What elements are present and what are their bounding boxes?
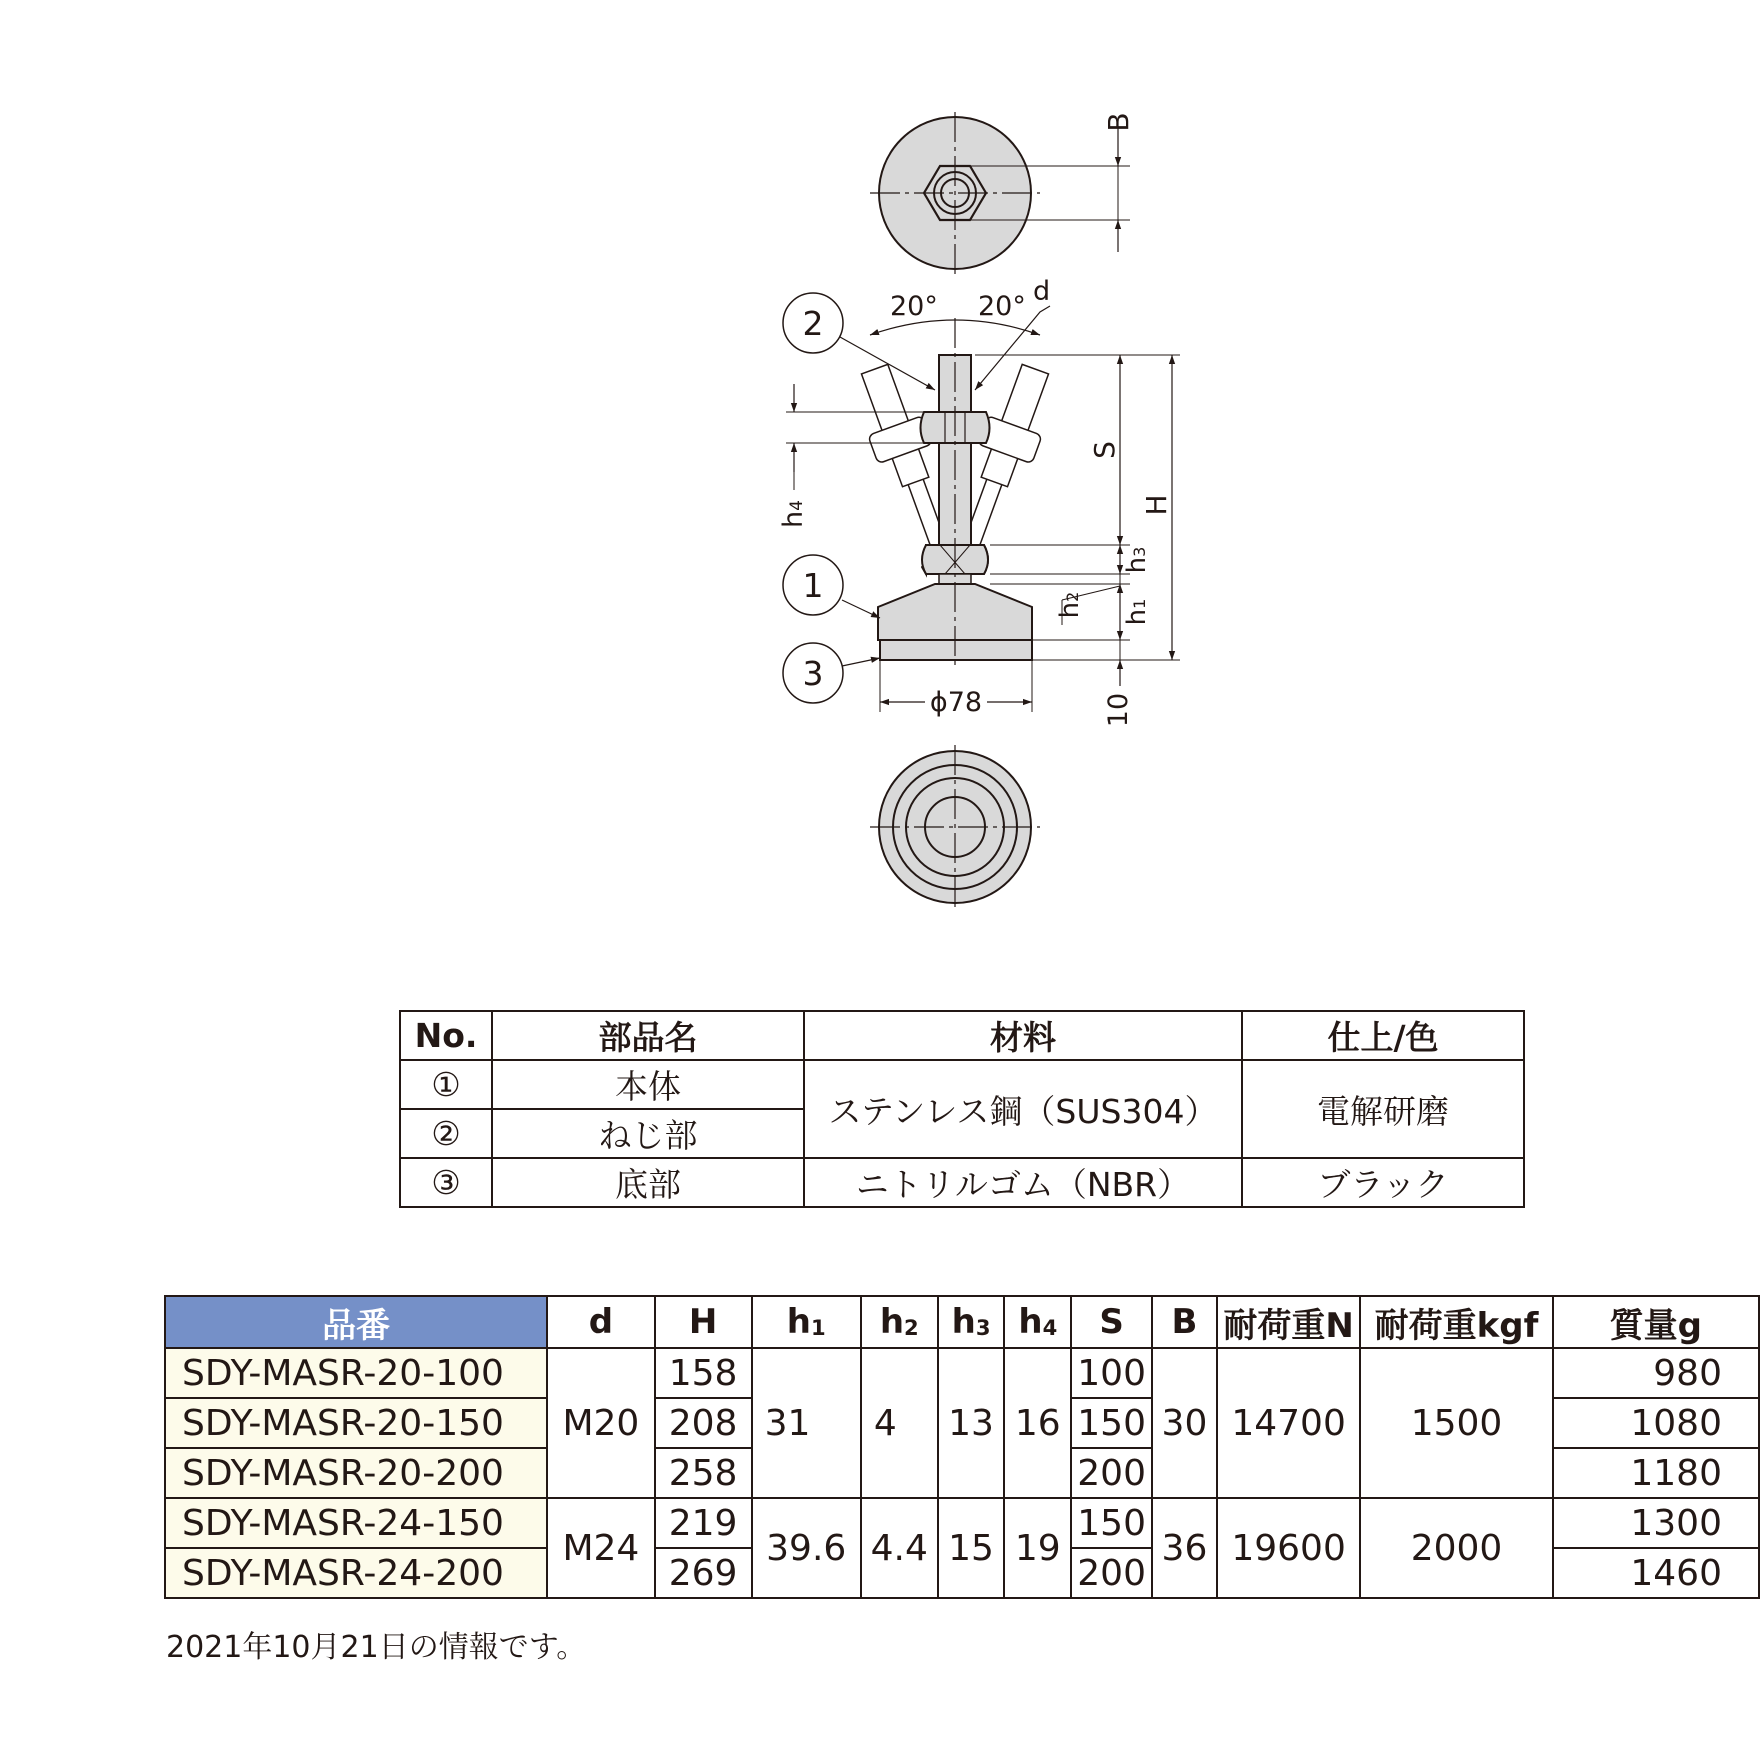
parts-table bbox=[399, 1010, 1525, 1208]
part-material: ステンレス鋼（SUS304） bbox=[804, 1060, 1242, 1158]
spec-table-header bbox=[165, 1296, 1759, 1348]
dim-H-label: H bbox=[1140, 494, 1173, 516]
height-H: 208 bbox=[655, 1398, 752, 1448]
spec-table bbox=[164, 1295, 1760, 1599]
stroke-S: 100 bbox=[1071, 1348, 1152, 1398]
dim-h1-label: h1 bbox=[1122, 598, 1152, 626]
dim-h2-label: h2 bbox=[1055, 591, 1085, 619]
spec-header-S: S bbox=[1071, 1296, 1152, 1348]
spec-header-H: H bbox=[655, 1296, 752, 1348]
dim-h4-label: h4 bbox=[778, 500, 809, 528]
spec-header-B: B bbox=[1152, 1296, 1217, 1348]
table-row bbox=[400, 1060, 1524, 1109]
dim-d-label: d bbox=[1033, 276, 1051, 307]
h4-value: 16 bbox=[1004, 1348, 1071, 1498]
spec-header-load-kgf: 耐荷重kgf bbox=[1360, 1296, 1552, 1348]
callout-2: 2 bbox=[802, 304, 824, 343]
dim-10-label: 10 bbox=[1103, 692, 1134, 728]
spec-header-d: d bbox=[547, 1296, 654, 1348]
side-view bbox=[778, 276, 1180, 727]
spec-header-h4: $h_4$ bbox=[1004, 1296, 1071, 1348]
B-value: 36 bbox=[1152, 1498, 1217, 1598]
h1-value: 39.6 bbox=[752, 1498, 861, 1598]
spec-header-h2: $h_2$ bbox=[861, 1296, 938, 1348]
part-name: 底部 bbox=[492, 1158, 804, 1207]
spec-header-part-no: 品番 bbox=[165, 1296, 547, 1348]
part-no: ③ bbox=[400, 1158, 492, 1207]
dim-phi78-label: ϕ78 bbox=[929, 687, 983, 718]
spec-header-mass: 質量g bbox=[1553, 1296, 1759, 1348]
table-row bbox=[400, 1158, 1524, 1207]
parts-header-material: 材料 bbox=[804, 1011, 1242, 1060]
thread-d: M20 bbox=[547, 1348, 654, 1498]
stroke-S: 150 bbox=[1071, 1398, 1152, 1448]
part-no: ② bbox=[400, 1109, 492, 1158]
callout-1: 1 bbox=[802, 566, 824, 605]
part-no: ① bbox=[400, 1060, 492, 1109]
part-material: ニトリルゴム（NBR） bbox=[804, 1158, 1242, 1207]
dim-h3-label: h3 bbox=[1122, 546, 1152, 574]
thread-d: M24 bbox=[547, 1498, 654, 1598]
mass-g: 980 bbox=[1553, 1348, 1759, 1398]
h1-value: 31 bbox=[752, 1348, 861, 1498]
load-kgf: 2000 bbox=[1360, 1498, 1552, 1598]
info-date-note: 2021年10月21日の情報です。 bbox=[166, 1630, 587, 1665]
spec-header-load-n: 耐荷重N bbox=[1217, 1296, 1361, 1348]
table-row bbox=[165, 1498, 1759, 1548]
mass-g: 1300 bbox=[1553, 1498, 1759, 1548]
h2-value: 4.4 bbox=[861, 1498, 938, 1598]
mass-g: 1180 bbox=[1553, 1448, 1759, 1498]
spec-header-h3: $h_3$ bbox=[938, 1296, 1005, 1348]
parts-header-finish: 仕上/色 bbox=[1242, 1011, 1524, 1060]
part-number: SDY-MASR-20-200 bbox=[165, 1448, 547, 1498]
stroke-S: 150 bbox=[1071, 1498, 1152, 1548]
part-number: SDY-MASR-24-200 bbox=[165, 1548, 547, 1598]
load-n: 14700 bbox=[1217, 1348, 1361, 1498]
part-finish: ブラック bbox=[1242, 1158, 1524, 1207]
bottom-view bbox=[870, 745, 1040, 910]
mass-g: 1080 bbox=[1553, 1398, 1759, 1448]
mass-g: 1460 bbox=[1553, 1548, 1759, 1598]
load-n: 19600 bbox=[1217, 1498, 1361, 1598]
part-number: SDY-MASR-24-150 bbox=[165, 1498, 547, 1548]
parts-table-header bbox=[400, 1011, 1524, 1060]
part-number: SDY-MASR-20-150 bbox=[165, 1398, 547, 1448]
height-H: 158 bbox=[655, 1348, 752, 1398]
height-H: 219 bbox=[655, 1498, 752, 1548]
h2-value: 4 bbox=[861, 1348, 938, 1498]
part-name: ねじ部 bbox=[492, 1109, 804, 1158]
angle-left-label: 20° bbox=[890, 291, 938, 322]
angle-right-label: 20° bbox=[978, 291, 1026, 322]
h4-value: 19 bbox=[1004, 1498, 1071, 1598]
parts-header-name: 部品名 bbox=[492, 1011, 804, 1060]
part-name: 本体 bbox=[492, 1060, 804, 1109]
part-number: SDY-MASR-20-100 bbox=[165, 1348, 547, 1398]
parts-header-no: No. bbox=[400, 1011, 492, 1060]
h3-value: 13 bbox=[938, 1348, 1005, 1498]
B-value: 30 bbox=[1152, 1348, 1217, 1498]
height-H: 258 bbox=[655, 1448, 752, 1498]
height-H: 269 bbox=[655, 1548, 752, 1598]
stroke-S: 200 bbox=[1071, 1548, 1152, 1598]
h3-value: 15 bbox=[938, 1498, 1005, 1598]
dim-B-label: B bbox=[1102, 112, 1135, 132]
part-finish: 電解研磨 bbox=[1242, 1060, 1524, 1158]
top-view bbox=[870, 112, 1135, 275]
dim-S-label: S bbox=[1088, 441, 1121, 459]
spec-header-h1: $h_1$ bbox=[752, 1296, 861, 1348]
stroke-S: 200 bbox=[1071, 1448, 1152, 1498]
load-kgf: 1500 bbox=[1360, 1348, 1552, 1498]
callout-3: 3 bbox=[802, 654, 824, 693]
table-row bbox=[165, 1348, 1759, 1398]
